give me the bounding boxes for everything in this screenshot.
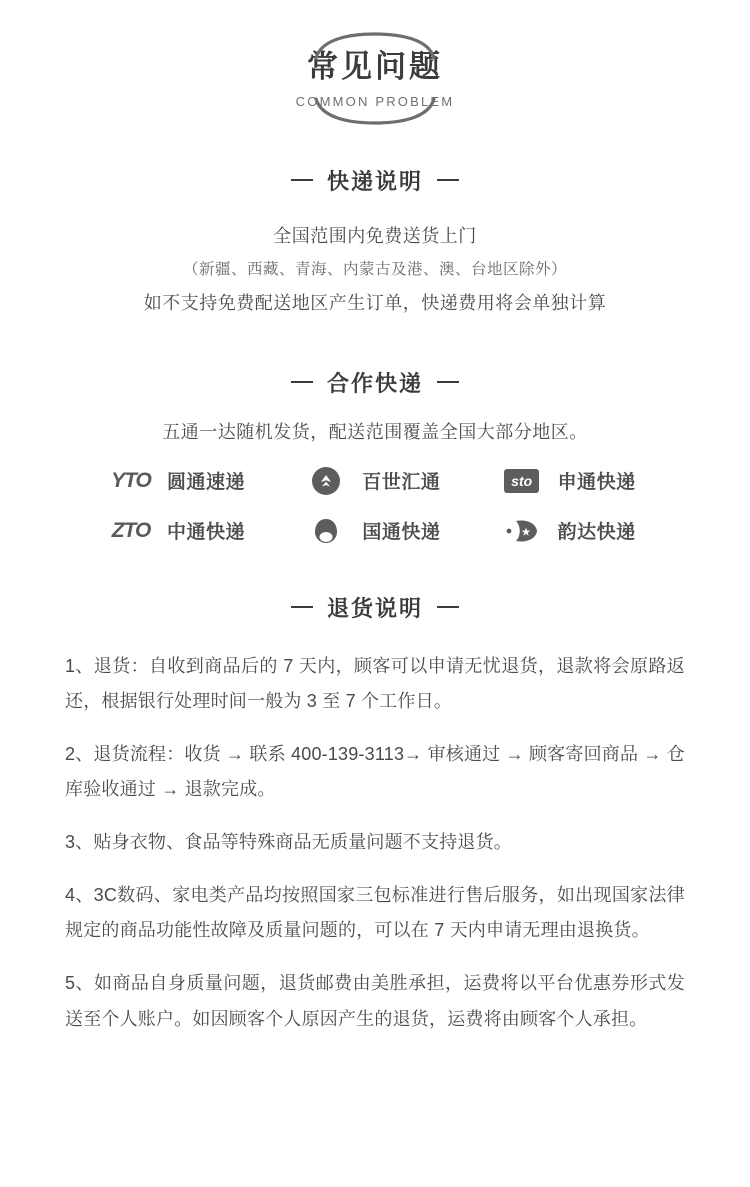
zto-logo-icon <box>104 516 158 546</box>
express-line: 如不支持免费配送地区产生订单，快递费用将会单独计算 <box>143 292 607 313</box>
section-returns <box>0 592 750 1037</box>
policy-list <box>65 649 685 1037</box>
courier-name: 百世汇通 <box>362 472 441 494</box>
huitong-logo-icon <box>299 466 353 496</box>
dash-left-icon <box>291 179 313 181</box>
yto-logo-icon <box>104 466 158 496</box>
yto-logo-text: YTO <box>111 468 151 492</box>
courier-name: 中通快递 <box>167 522 246 544</box>
brace-top-icon <box>312 32 438 60</box>
section-partners <box>0 367 750 546</box>
courier-item <box>473 516 668 546</box>
express-line: （新疆、西藏、青海、内蒙古及港、澳、台地区除外） <box>182 260 567 278</box>
header-inner <box>254 34 497 119</box>
page-title: 常见问题 <box>307 49 443 84</box>
express-line: 全国范围内免费送货上门 <box>273 225 477 246</box>
policy-item: 2、退货流程：收货 → 联系 400-139-3113→ 审核通过 → 顾客寄回商品 → 仓库验收通过 → 退款完成。 <box>65 743 685 800</box>
courier-item <box>277 516 472 546</box>
section-returns-title: 退货说明 <box>326 595 423 621</box>
footer-spacer <box>0 1039 750 1099</box>
brace-bottom-icon <box>312 97 438 125</box>
section-partners-title: 合作快递 <box>326 370 423 396</box>
courier-item <box>82 466 277 496</box>
courier-name: 申通快递 <box>557 472 636 494</box>
policy-item: 1、退货：自收到商品后的 7 天内，顾客可以申请无忧退货，退款将会原路返还，根据银行处理时间一般为 3 至 7 个工作日。 <box>65 655 685 711</box>
yunda-logo-icon <box>495 516 549 546</box>
section-express-title-wrap <box>291 165 459 196</box>
courier-name: 韵达快递 <box>557 522 636 544</box>
policy-item: 5、如商品自身质量问题，退货邮费由美胜承担，运费将以平台优惠券形式发送至个人账户。如因顾客个人原因产生的退货，运费将由顾客个人承担。 <box>65 973 685 1029</box>
page-header <box>0 0 750 119</box>
express-lines <box>0 218 750 321</box>
policy-item: 3、贴身衣物、食品等特殊商品无质量问题不支持退货。 <box>65 832 513 853</box>
courier-item <box>277 466 472 496</box>
sto-logo-text: sto <box>504 469 539 493</box>
dash-right-icon <box>437 179 459 181</box>
dash-left-icon <box>291 381 313 383</box>
courier-item <box>82 516 277 546</box>
guotong-logo-icon <box>299 516 353 546</box>
courier-name: 国通快递 <box>362 522 441 544</box>
dash-right-icon <box>437 381 459 383</box>
section-express-title: 快递说明 <box>326 168 423 194</box>
policy-item: 4、3C数码、家电类产品均按照国家三包标准进行售后服务，如出现国家法律规定的商品功能性故障及质量问题的，可以在 7 天内申请无理由退换货。 <box>65 885 685 941</box>
section-returns-title-wrap <box>291 592 459 623</box>
courier-name: 圆通速递 <box>167 472 246 494</box>
section-partners-title-wrap <box>291 367 459 398</box>
dash-left-icon <box>291 606 313 608</box>
partners-note: 五通一达随机发货，配送范围覆盖全国大部分地区。 <box>162 421 588 442</box>
dash-right-icon <box>437 606 459 608</box>
zto-logo-text: ZTO <box>111 518 151 542</box>
section-express <box>0 165 750 321</box>
courier-item <box>473 466 668 496</box>
huitong-logo-circle <box>312 467 340 495</box>
sto-logo-icon <box>495 466 549 496</box>
page-subtitle: COMMON PROBLEM <box>295 93 455 109</box>
courier-grid <box>82 466 668 546</box>
